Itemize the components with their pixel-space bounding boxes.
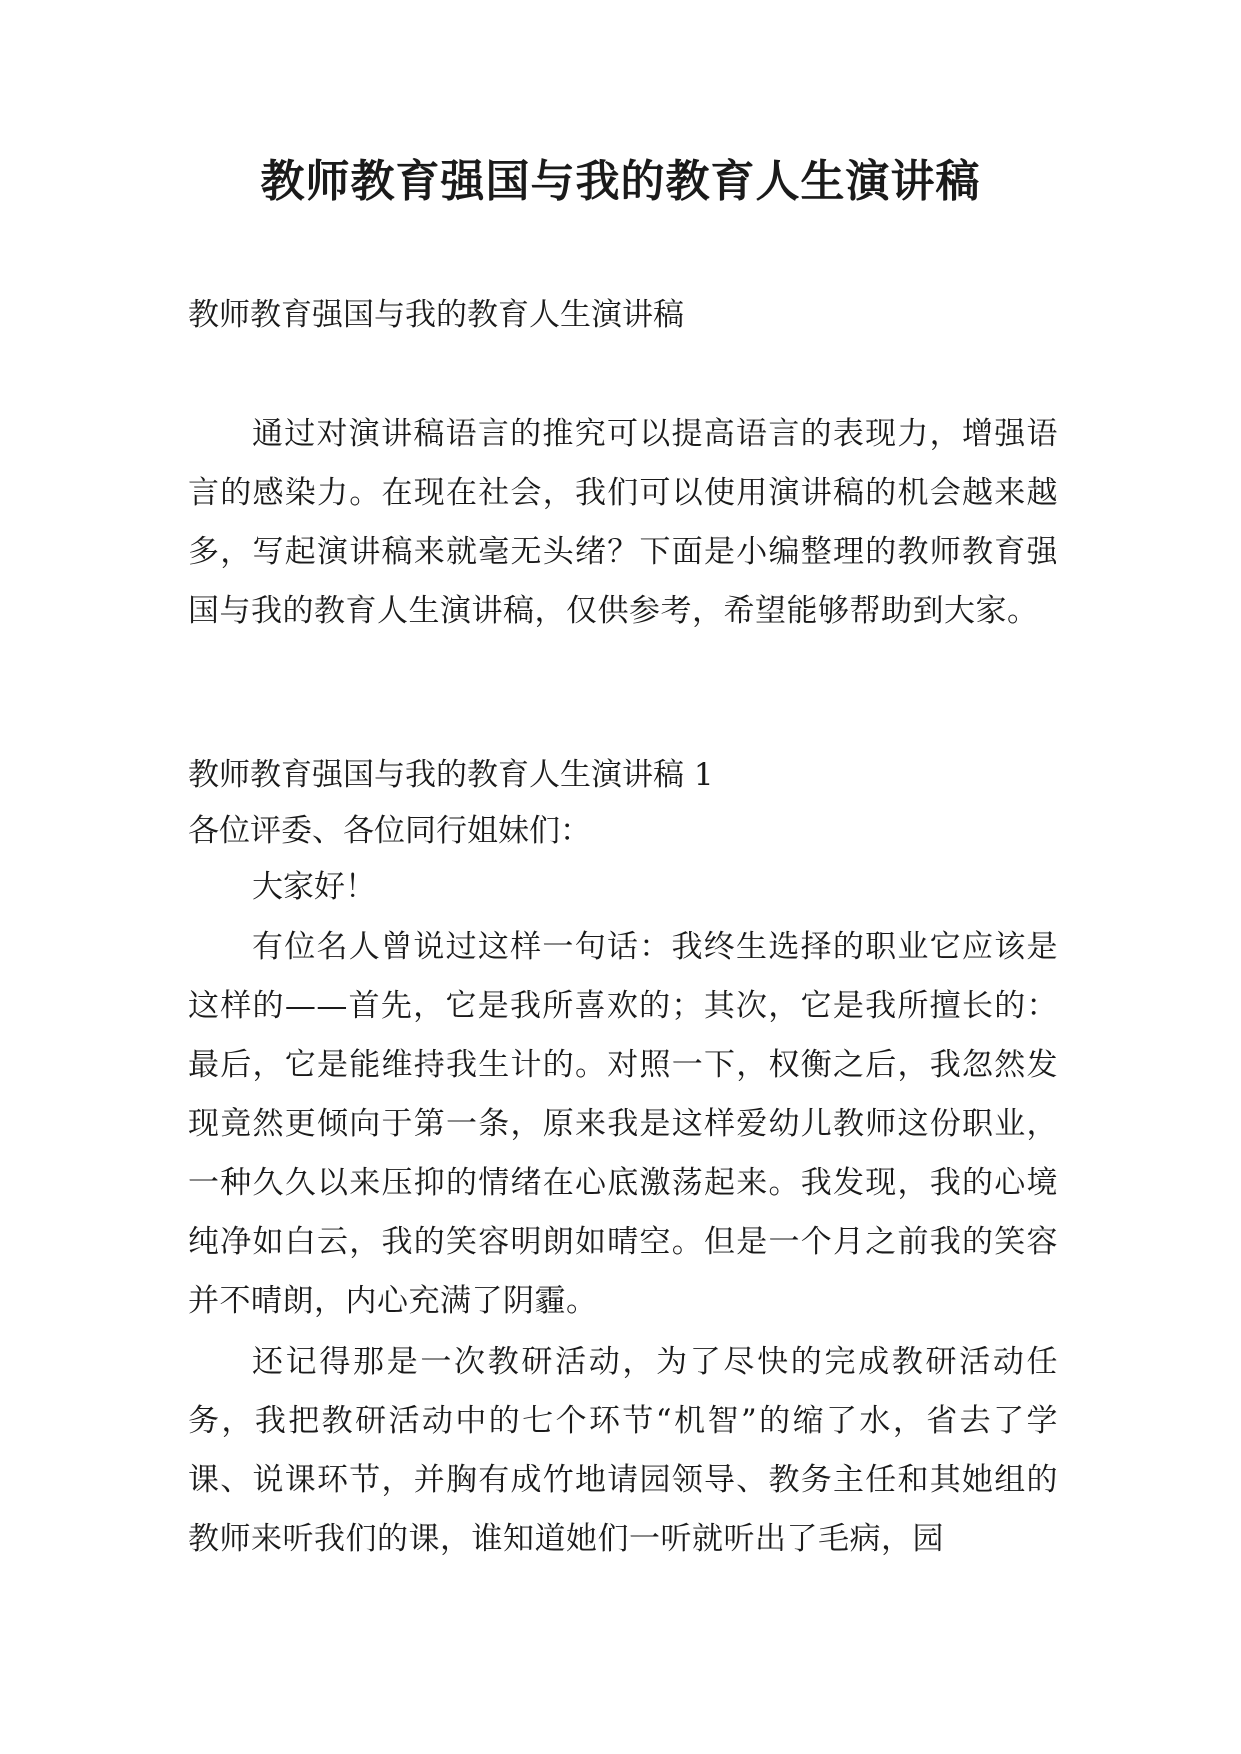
document-subtitle: 教师教育强国与我的教育人生演讲稿 (188, 297, 684, 333)
body-paragraph-1: 有位名人曾说过这样一句话：我终生选择的职业它应该是这样的——首先，它是我所喜欢的；其次，它是我所擅长的：最后，它是能维持我生计的。对照一下，权衡之后，我忽然发现竟然更倾向于第一条，原来我是这样爱幼儿教师这份职业，一种久久以来压抑的情绪在心底激荡起来。我发现，我的心境纯净如白云，我的笑容明朗如晴空。但是一个月之前我的笑容并不晴朗，内心充满了阴霾。 (188, 929, 1058, 1319)
intro-paragraph: 通过对演讲稿语言的推究可以提高语言的表现力，增强语言的感染力。在现在社会，我们可以使用演讲稿的机会越来越多，写起演讲稿来就毫无头绪？下面是小编整理的教师教育强国与我的教育人生演讲稿，仅供参考，希望能够帮助到大家。 (188, 416, 1058, 629)
salutation: 各位评委、各位同行姐妹们： (188, 813, 591, 849)
greeting: 大家好！ (252, 869, 376, 905)
document-title: 教师教育强国与我的教育人生演讲稿 (260, 156, 981, 207)
body-paragraph-2: 还记得那是一次教研活动，为了尽快的完成教研活动任务，我把教研活动中的七个环节“机智”的缩了水，省去了学课、说课环节，并胸有成竹地请园领导、教务主任和其她组的教师来听我们的课，谁知道她们一听就听出了毛病，园 (188, 1344, 1058, 1557)
section-title: 教师教育强国与我的教育人生演讲稿 1 (188, 757, 714, 793)
